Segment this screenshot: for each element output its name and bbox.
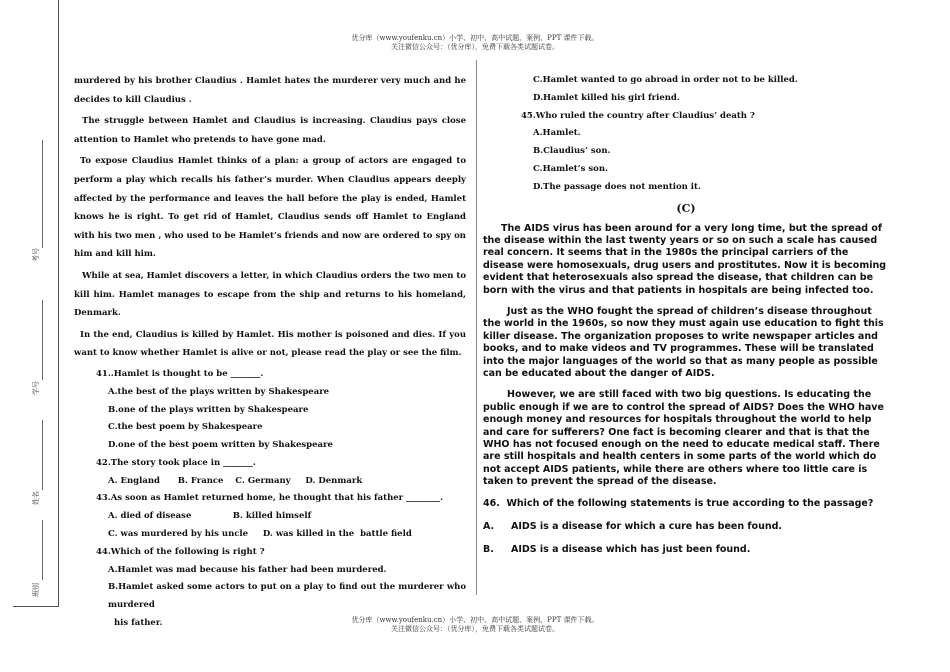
option-45a: A.Hamlet. — [533, 128, 581, 139]
page-header — [0, 34, 950, 52]
option-41d: D.one of the best poem written by Shakespeare — [108, 440, 333, 451]
option-46a — [483, 521, 889, 532]
options-43ab: A. died of disease B. killed himself — [108, 511, 312, 522]
page-footer — [0, 616, 950, 634]
column-divider — [476, 60, 477, 595]
question-46: 46. Which of the following statements is true according to the passage? — [483, 497, 874, 509]
option-text: AIDS is a disease for which a cure has been found. — [511, 520, 783, 532]
option-41a: A.the best of the plays written by Shakespeare — [108, 386, 330, 397]
passage-c-paragraph-2: Just as the WHO fought the spread of children’s disease throughout the world in the 1960s, so now they must again use education to fight this killer disease. The organization proposes to write newspaper articles and books, and to make videos and TV programmes. These will be translated into the major languages of the world so that as many people as possible can be educated about the danger of AIDS. — [483, 306, 884, 380]
options-42: A. England B. France C. Germany D. Denmark — [108, 475, 363, 486]
header-line-2: 关注微信公众号：（优分库），免费下载各类试题试卷。 — [391, 43, 559, 51]
banbie-line — [42, 520, 43, 580]
option-44c: C.Hamlet wanted to go abroad in order not to be killed. — [533, 75, 798, 85]
xingming-label: 姓名 — [32, 491, 40, 505]
footer-line-2: 关注微信公众号：（优分库），免费下载各类试题试卷。 — [391, 625, 559, 633]
right-column — [483, 72, 889, 567]
option-44a: A.Hamlet was mad because his father had been murdered. — [108, 564, 387, 575]
passage-paragraph: To expose Claudius Hamlet thinks of a plan: a group of actors are engaged to perform a play which recalls his father’s murder. When Claudius appears deeply affected by the performance and leaves the hall before the play is ended, Hamlet knows he is right. To get rid of Hamlet, Claudius sends off Hamlet to England with his two men , who used to be Hamlet’s friends and now are ordered to spy on him and kill him. — [74, 156, 466, 260]
passage-paragraph: While at sea, Hamlet discovers a letter, in which Claudius orders the two men to kill him. Hamlet manages to escape from the ship and returns to his homeland, Denmark. — [74, 270, 466, 319]
question-45: 45.Who ruled the country after Claudius’ death ? — [521, 110, 755, 121]
option-letter: B. — [483, 543, 494, 555]
option-45b: B.Claudius’ son. — [533, 146, 611, 157]
option-text: AIDS is a disease which has just been found. — [511, 543, 751, 555]
passage-paragraph: The struggle between Hamlet and Claudius is increasing. Claudius pays close attention to Hamlet who pretends to have gone mad. — [74, 116, 466, 145]
kaohao-label: 考号 — [32, 248, 40, 262]
option-44b-cont: his father. — [114, 618, 163, 629]
passage-c-paragraph-1: The AIDS virus has been around for a very long time, but the spread of the disease within the last twenty years or so on such a scale has caused real concern. It seems that in the 1980s the principal carriers of the disease were homosexuals, drug users and prostitutes. Now it is becoming evident that heterosexuals also spread the disease, that children can be born with the virus and that patients in hospitals are being infected too. — [483, 222, 887, 296]
option-45c: C.Hamlet’s son. — [533, 163, 608, 174]
option-41b: B.one of the plays written by Shakespeare — [108, 404, 309, 415]
option-44d: D.Hamlet killed his girl friend. — [533, 92, 680, 103]
question-42: 42.The story took place in _______. — [96, 457, 256, 468]
option-46b — [483, 544, 889, 555]
binding-margin — [13, 0, 59, 607]
question-41: 41..Hamlet is thought to be _______. — [96, 368, 264, 379]
option-41c: C.the best poem by Shakespeare — [108, 422, 263, 433]
header-line-1: 优分库（www.youfenku.cn）小学、初中、高中试题、案例、PPT 课件下载。 — [351, 34, 599, 42]
xuehao-label: 学号 — [32, 381, 40, 395]
section-heading: (C) — [676, 201, 696, 215]
option-45d: D.The passage does not mention it. — [533, 181, 701, 192]
footer-line-1: 优分库（www.youfenku.cn）小学、初中、高中试题、案例、PPT 课件下载。 — [351, 616, 599, 624]
question-44: 44.Which of the following is right ? — [96, 546, 265, 557]
xingming-line — [42, 420, 43, 490]
kaohao-line — [42, 140, 43, 248]
question-43: 43.As soon as Hamlet returned home, he thought that his father ________. — [96, 493, 444, 504]
passage-paragraph: murdered by his brother Claudius . Hamlet hates the murderer very much and he decides to kill Claudius . — [74, 76, 466, 105]
option-letter: A. — [483, 520, 495, 532]
left-column — [74, 72, 466, 633]
passage-c-paragraph-3: However, we are still faced with two big questions. Is educating the public enough if we are to control the spread of AIDS? Does the WHO have enough money and resources for hospitals throughout the world to help and care for sufferers? One fact is becoming clearer and that is that the WHO has not focused enough on the need to educate medical staff. There are still hospitals and health centers in some parts of the world which do not accept AIDS patients, while there are others where too little care is taken to prevent the spread of the disease. — [483, 389, 884, 488]
option-44b: B.Hamlet asked some actors to put on a play to find out the murderer who murdered — [108, 582, 466, 611]
xuehao-line — [42, 300, 43, 380]
options-43cd: C. was murdered by his uncle D. was killed in the battle field — [108, 529, 412, 540]
banbie-label: 班别 — [32, 583, 40, 597]
passage-paragraph: In the end, Claudius is killed by Hamlet. His mother is poisoned and dies. If you want to know whether Hamlet is alive or not, please read the play or see the film. — [74, 329, 466, 359]
